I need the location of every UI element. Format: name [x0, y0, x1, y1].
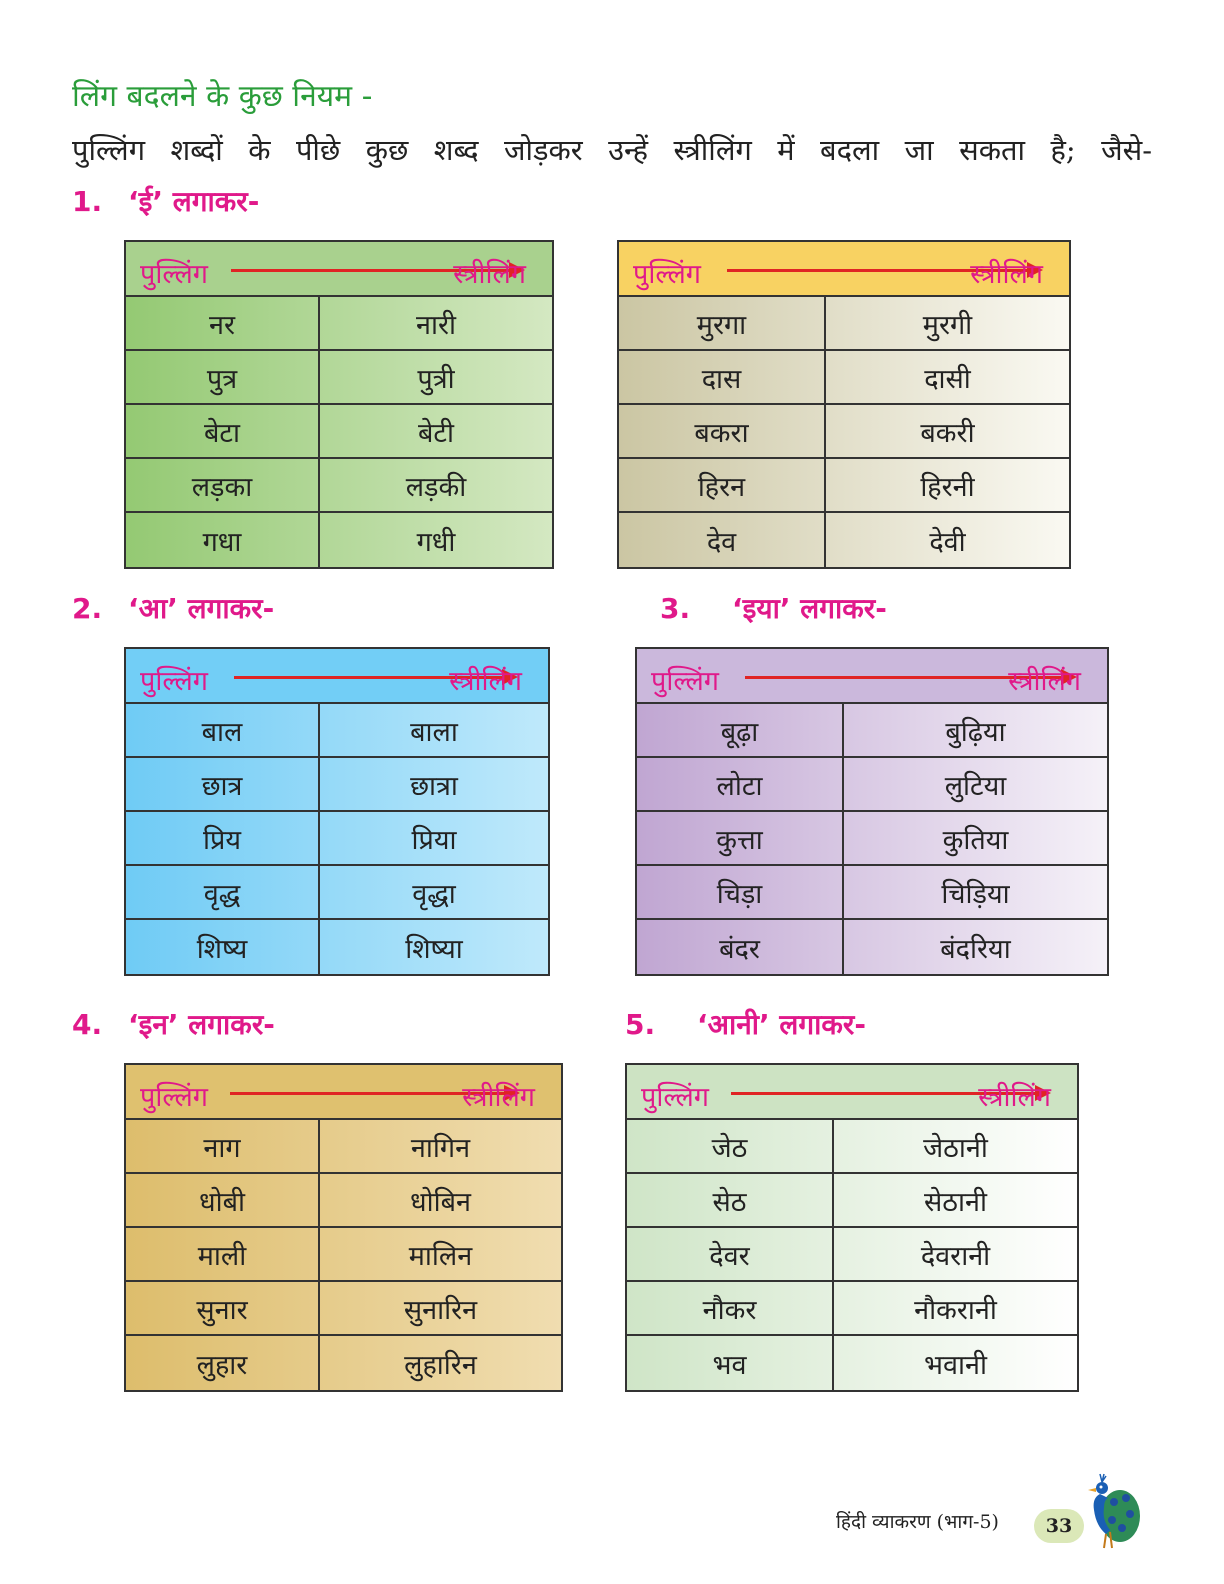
table-header — [619, 242, 1069, 297]
table-row — [627, 1336, 1077, 1390]
feminine-word: भवानी — [924, 1349, 987, 1381]
table-row — [637, 920, 1107, 974]
masculine-word: बकरा — [619, 405, 826, 457]
masculine-word: नौकर — [627, 1282, 834, 1334]
book-title: हिंदी व्याकरण (भाग-5) — [836, 1511, 999, 1533]
masculine-word: वृद्ध — [126, 866, 320, 918]
table-row — [619, 297, 1069, 351]
feminine-word: सुनारिन — [403, 1294, 478, 1326]
feminine-word: पुत्री — [417, 363, 455, 395]
gender-table-in — [124, 1063, 563, 1392]
table-row — [126, 405, 552, 459]
masculine-word: चिड़ा — [637, 866, 844, 918]
feminine-word: देवी — [929, 526, 966, 558]
masculine-word: माली — [126, 1228, 320, 1280]
feminine-word: लड़की — [405, 471, 467, 503]
section-number: 3. — [660, 592, 691, 625]
gender-table-ee-2 — [617, 240, 1071, 569]
table-header — [126, 242, 552, 297]
feminine-header: स्त्रीलिंग — [1008, 666, 1081, 697]
feminine-word: मालिन — [408, 1240, 473, 1272]
masculine-header: पुल्लिंग — [140, 259, 209, 290]
masculine-word: लड़का — [126, 459, 320, 511]
table-row — [619, 513, 1069, 567]
feminine-word: कुतिया — [942, 824, 1009, 856]
feminine-header: स्त्रीलिंग — [462, 1082, 535, 1113]
masculine-word: बेटा — [126, 405, 320, 457]
table-row — [637, 758, 1107, 812]
section-number: 4. — [72, 1008, 103, 1041]
masculine-header: पुल्लिंग — [633, 259, 702, 290]
table-row — [619, 459, 1069, 513]
table-row — [126, 704, 548, 758]
masculine-word: भव — [627, 1336, 834, 1390]
section-number: 2. — [72, 592, 103, 625]
table-row — [126, 1282, 561, 1336]
feminine-word: दासी — [924, 363, 971, 395]
feminine-word: शिष्या — [405, 933, 463, 965]
peacock-icon — [1078, 1468, 1140, 1552]
section-3-label — [660, 589, 887, 627]
feminine-word: बुढ़िया — [945, 716, 1006, 748]
feminine-word: प्रिया — [411, 824, 457, 856]
table-row — [627, 1174, 1077, 1228]
feminine-word: हिरनी — [920, 471, 975, 503]
masculine-word: जेठ — [627, 1120, 834, 1172]
feminine-word: लुहारिन — [404, 1349, 477, 1381]
masculine-word: मुरगा — [619, 297, 826, 349]
table-row — [126, 920, 548, 974]
table-row — [126, 297, 552, 351]
masculine-header: पुल्लिंग — [140, 666, 209, 697]
section-title: ‘आनी’ लगाकर- — [697, 1008, 867, 1041]
masculine-word: गधा — [126, 513, 320, 567]
table-row — [627, 1282, 1077, 1336]
section-4-label — [72, 1005, 275, 1043]
table-header — [126, 1065, 561, 1120]
masculine-word: सुनार — [126, 1282, 320, 1334]
section-number: 1. — [72, 185, 103, 218]
masculine-word: पुत्र — [126, 351, 320, 403]
table-row — [627, 1228, 1077, 1282]
feminine-word: वृद्धा — [412, 878, 456, 910]
feminine-header: स्त्रीलिंग — [978, 1082, 1051, 1113]
masculine-word: कुत्ता — [637, 812, 844, 864]
section-title: ‘इया’ लगाकर- — [732, 592, 887, 625]
feminine-word: गधी — [416, 526, 456, 558]
table-row — [637, 812, 1107, 866]
gender-table-aa — [124, 647, 550, 976]
page-number: 33 — [1034, 1509, 1084, 1543]
masculine-word: नाग — [126, 1120, 320, 1172]
feminine-word: बाला — [410, 716, 458, 748]
masculine-word: लुहार — [126, 1336, 320, 1390]
masculine-word: बंदर — [637, 920, 844, 974]
section-title: ‘आ’ लगाकर- — [128, 592, 275, 625]
table-header — [126, 649, 548, 704]
feminine-word: नौकरानी — [914, 1294, 997, 1326]
feminine-word: जेठानी — [923, 1132, 988, 1164]
feminine-word: छात्रा — [410, 770, 458, 802]
table-row — [126, 1228, 561, 1282]
section-5-label — [625, 1005, 866, 1043]
gender-table-iya — [635, 647, 1109, 976]
section-2-label — [72, 589, 274, 627]
table-row — [126, 812, 548, 866]
feminine-word: देवरानी — [920, 1240, 991, 1272]
feminine-header: स्त्रीलिंग — [453, 259, 526, 290]
feminine-word: सेठानी — [924, 1186, 987, 1218]
gender-table-ee — [124, 240, 554, 569]
section-1-label — [72, 182, 259, 220]
feminine-word: लुटिया — [944, 770, 1007, 802]
table-row — [126, 758, 548, 812]
feminine-word: मुरगी — [922, 309, 973, 341]
masculine-header: पुल्लिंग — [641, 1082, 710, 1113]
page-heading: लिंग बदलने के कुछ नियम - — [72, 79, 373, 114]
feminine-word: नागिन — [410, 1132, 471, 1164]
feminine-word: बंदरिया — [940, 933, 1011, 965]
masculine-word: बूढ़ा — [637, 704, 844, 756]
section-title: ‘इन’ लगाकर- — [128, 1008, 275, 1041]
masculine-word: प्रिय — [126, 812, 320, 864]
masculine-word: दास — [619, 351, 826, 403]
table-row — [126, 351, 552, 405]
masculine-word: देवर — [627, 1228, 834, 1280]
gender-table-aani — [625, 1063, 1079, 1392]
masculine-header: पुल्लिंग — [651, 666, 720, 697]
intro-text: पुल्लिंग शब्दों के पीछे कुछ शब्द जोड़कर उन्हें स्त्रीलिंग में बदला जा सकता है; जैसे- — [72, 133, 1152, 167]
table-row — [126, 1174, 561, 1228]
feminine-word: चिड़िया — [941, 878, 1010, 910]
table-row — [126, 866, 548, 920]
masculine-header: पुल्लिंग — [140, 1082, 209, 1113]
table-header — [637, 649, 1107, 704]
section-title: ‘ई’ लगाकर- — [128, 185, 260, 218]
masculine-word: नर — [126, 297, 320, 349]
feminine-word: धोबिन — [410, 1186, 471, 1218]
table-row — [126, 1120, 561, 1174]
masculine-word: बाल — [126, 704, 320, 756]
feminine-header: स्त्रीलिंग — [970, 259, 1043, 290]
masculine-word: शिष्य — [126, 920, 320, 974]
table-row — [637, 704, 1107, 758]
masculine-word: छात्र — [126, 758, 320, 810]
feminine-header: स्त्रीलिंग — [449, 666, 522, 697]
feminine-word: बेटी — [417, 417, 455, 449]
section-number: 5. — [625, 1008, 656, 1041]
table-row — [637, 866, 1107, 920]
table-row — [126, 513, 552, 567]
table-row — [126, 459, 552, 513]
table-row — [627, 1120, 1077, 1174]
table-row — [126, 1336, 561, 1390]
masculine-word: सेठ — [627, 1174, 834, 1226]
masculine-word: देव — [619, 513, 826, 567]
table-header — [627, 1065, 1077, 1120]
table-row — [619, 405, 1069, 459]
feminine-word: बकरी — [920, 417, 975, 449]
masculine-word: हिरन — [619, 459, 826, 511]
table-row — [619, 351, 1069, 405]
feminine-word: नारी — [415, 309, 456, 341]
masculine-word: धोबी — [126, 1174, 320, 1226]
masculine-word: लोटा — [637, 758, 844, 810]
